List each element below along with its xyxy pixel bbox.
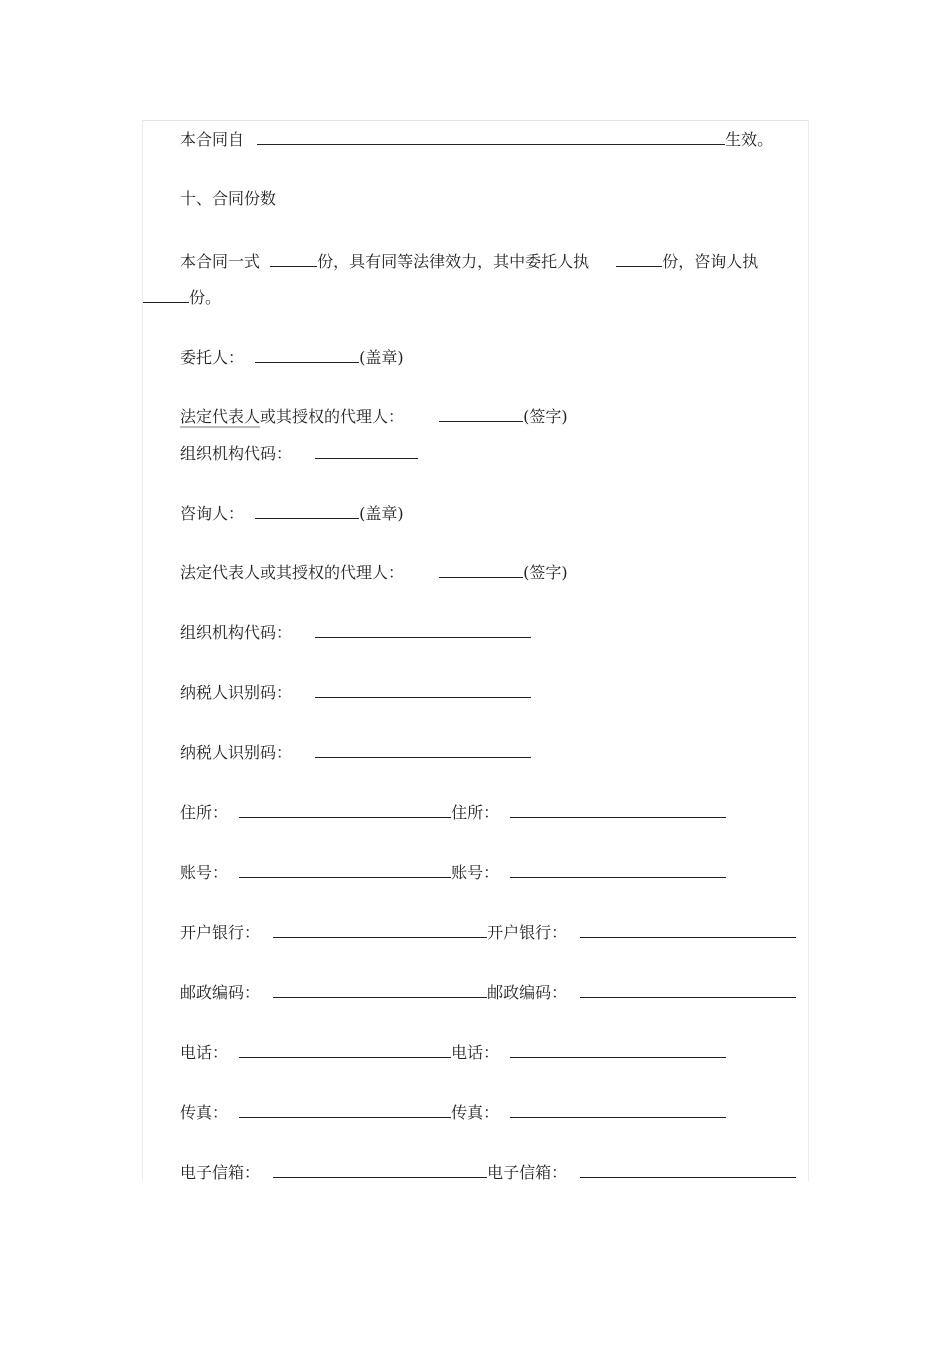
consultant-address-field[interactable]: [510, 802, 726, 818]
tax-id-line-1: [180, 682, 531, 703]
client-address-field[interactable]: [239, 802, 451, 818]
consultant-copies-field[interactable]: [143, 287, 189, 303]
tax-id-field-2[interactable]: [315, 742, 531, 758]
phone-label-right: 电话：: [451, 1043, 500, 1062]
consultant-label: 咨询人：: [180, 504, 245, 523]
consultant-bank-field[interactable]: [580, 922, 796, 938]
client-email-field[interactable]: [273, 1162, 487, 1178]
client-postcode-field[interactable]: [273, 982, 487, 998]
client-org-code-label: 组织机构代码：: [180, 444, 293, 463]
consultant-legal-rep-line: [180, 562, 568, 583]
client-seal-note: (盖章): [359, 348, 404, 367]
account-label-right: 账号：: [451, 863, 500, 882]
consultant-sign-note: (签字): [523, 563, 568, 582]
consultant-postcode-field[interactable]: [580, 982, 796, 998]
address-line: [180, 802, 726, 823]
effective-date-field[interactable]: [257, 129, 725, 145]
account-label-left: 账号：: [180, 863, 229, 882]
fax-line: [180, 1102, 726, 1123]
client-phone-field[interactable]: [239, 1042, 451, 1058]
consultant-name-field[interactable]: [255, 503, 359, 519]
client-label: 委托人：: [180, 348, 245, 367]
bank-label-left: 开户银行：: [180, 923, 261, 942]
phone-label-left: 电话：: [180, 1043, 229, 1062]
client-copies-field[interactable]: [616, 251, 662, 267]
client-org-code-line: [180, 443, 418, 464]
consultant-org-code-label: 组织机构代码：: [180, 623, 293, 642]
client-legal-rep-b: 或其授权的代理人: [260, 407, 389, 426]
copies-text-2: 份，具有同等法律效力，其中委托人执: [317, 252, 590, 271]
copies-clause: [180, 251, 758, 272]
client-legal-rep-c: ：: [388, 407, 405, 426]
consultant-org-code-line: [180, 622, 531, 643]
address-label-right: 住所：: [451, 803, 500, 822]
consultant-fax-field[interactable]: [510, 1102, 726, 1118]
email-label-right: 电子信箱：: [487, 1163, 568, 1182]
effective-clause: [180, 129, 773, 150]
copies-text-4: 份。: [189, 288, 222, 307]
page-frame: [142, 120, 809, 1181]
client-org-code-field[interactable]: [315, 443, 418, 459]
fax-label-right: 传真：: [451, 1103, 500, 1122]
client-legal-rep-a: 法定代表人: [180, 407, 261, 426]
phone-line: [180, 1042, 726, 1063]
consultant-legal-rep-label: 法定代表人或其授权的代理人：: [180, 563, 405, 582]
email-line: [180, 1162, 796, 1183]
tax-id-label-2: 纳税人识别码：: [180, 743, 293, 762]
account-line: [180, 862, 726, 883]
consultant-email-field[interactable]: [580, 1162, 796, 1178]
email-label-left: 电子信箱：: [180, 1163, 261, 1182]
client-name-field[interactable]: [255, 347, 359, 363]
tax-id-line-2: [180, 742, 531, 763]
tax-id-field-1[interactable]: [315, 682, 531, 698]
bank-line: [180, 922, 796, 943]
client-legal-rep-field[interactable]: [439, 406, 523, 422]
copies-text-1: 本合同一式: [180, 252, 261, 271]
bank-label-right: 开户银行：: [487, 923, 568, 942]
effective-prefix: 本合同自: [180, 130, 245, 149]
consultant-org-code-field[interactable]: [315, 622, 531, 638]
consultant-seal-line: [180, 503, 404, 524]
postcode-label-left: 邮政编码：: [180, 983, 261, 1002]
effective-suffix: 生效。: [725, 130, 774, 149]
client-bank-field[interactable]: [273, 922, 487, 938]
client-account-field[interactable]: [239, 862, 451, 878]
copies-clause-cont: [143, 287, 221, 308]
address-label-left: 住所：: [180, 803, 229, 822]
copies-text-3: 份，咨询人执: [662, 252, 759, 271]
tax-id-label-1: 纳税人识别码：: [180, 683, 293, 702]
postcode-label-right: 邮政编码：: [487, 983, 568, 1002]
client-legal-rep-line: [180, 406, 568, 427]
total-copies-field[interactable]: [270, 251, 317, 267]
consultant-seal-note: (盖章): [359, 504, 404, 523]
client-seal-line: [180, 347, 404, 368]
postcode-line: [180, 982, 796, 1003]
section-title: 十、合同份数: [180, 189, 277, 208]
client-sign-note: (签字): [523, 407, 568, 426]
client-fax-field[interactable]: [239, 1102, 451, 1118]
fax-label-left: 传真：: [180, 1103, 229, 1122]
consultant-legal-rep-field[interactable]: [439, 562, 523, 578]
consultant-account-field[interactable]: [510, 862, 726, 878]
consultant-phone-field[interactable]: [510, 1042, 726, 1058]
